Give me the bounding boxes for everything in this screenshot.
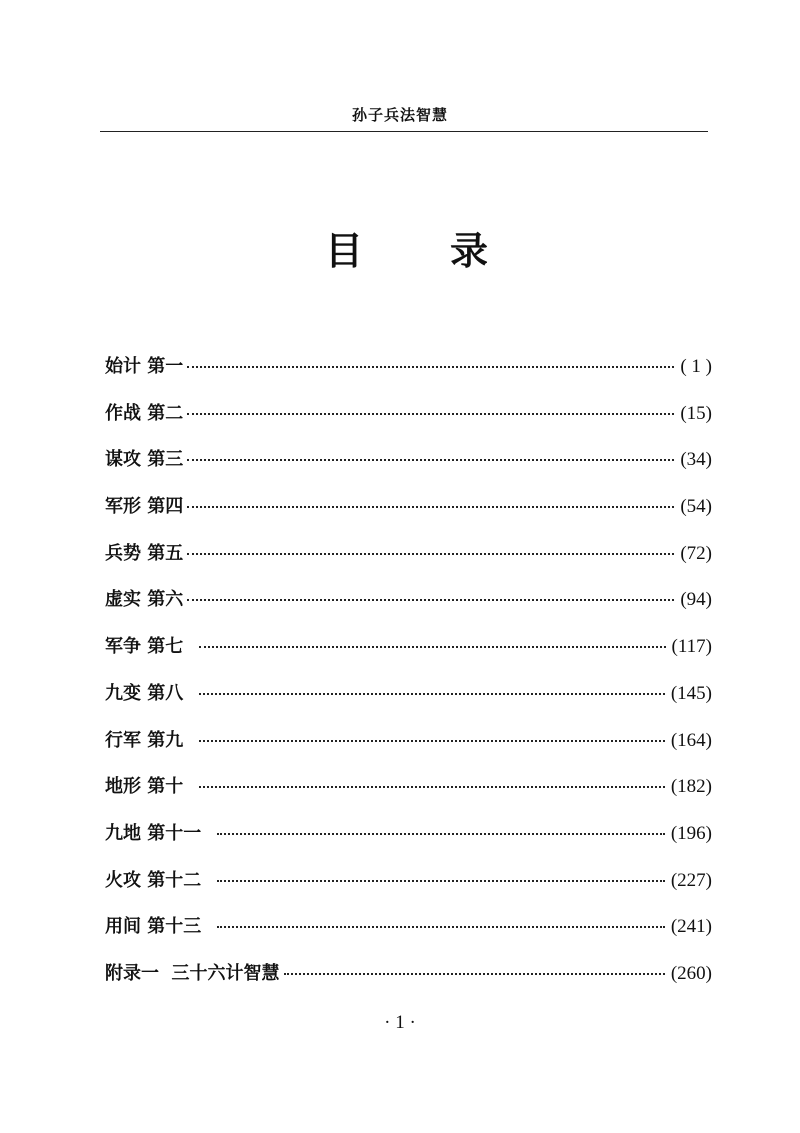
toc-dot-leader — [187, 599, 674, 601]
toc-entry-page: (117) — [671, 636, 712, 658]
toc-entry-page: (164) — [670, 729, 712, 751]
toc-entry-title: 九变 第八 — [105, 682, 184, 704]
toc-entry[interactable] — [105, 632, 712, 679]
toc-entry[interactable] — [105, 539, 712, 586]
toc-entry-page: (15) — [680, 402, 712, 424]
toc-dot-leader — [199, 786, 665, 788]
toc-entry-page: (145) — [670, 682, 712, 704]
header-rule — [100, 131, 708, 132]
toc-entry[interactable] — [105, 912, 712, 959]
toc-dot-leader — [217, 926, 665, 928]
toc-title-char-2: 录 — [450, 228, 489, 273]
toc-entry-title: 兵势 第五 — [105, 542, 184, 564]
toc-entry-title: 谋攻 第三 — [105, 449, 184, 471]
toc-entry[interactable] — [105, 726, 712, 773]
toc-title-char-1: 目 — [325, 228, 364, 273]
toc-entry-title: 军争 第七 — [105, 636, 184, 658]
toc-dot-leader — [217, 880, 665, 882]
toc-entry-title: 军形 第四 — [105, 496, 184, 518]
toc-entry[interactable] — [105, 959, 712, 1006]
toc-entry[interactable] — [105, 445, 712, 492]
toc-dot-leader — [199, 693, 665, 695]
toc-entry-title: 地形 第十 — [105, 776, 184, 798]
toc-dot-leader — [187, 506, 674, 508]
toc-entry-page: (241) — [670, 916, 712, 938]
toc-entry-title: 行军 第九 — [105, 729, 184, 751]
toc-entry[interactable] — [105, 399, 712, 446]
toc-dot-leader — [217, 833, 665, 835]
toc-entry-page: (72) — [680, 542, 712, 564]
toc-entry-page: (196) — [670, 822, 712, 844]
toc-entry[interactable] — [105, 352, 712, 399]
table-of-contents — [105, 352, 712, 1006]
toc-entry[interactable] — [105, 492, 712, 539]
toc-entry-page: (182) — [670, 776, 712, 798]
toc-entry-title: 火攻 第十二 — [105, 869, 202, 891]
toc-dot-leader — [187, 459, 674, 461]
toc-entry[interactable] — [105, 679, 712, 726]
page-number: · 1 · — [384, 1012, 416, 1033]
running-header: 孙子兵法智慧 — [351, 106, 448, 124]
toc-dot-leader — [187, 366, 674, 368]
toc-entry-page: (34) — [680, 449, 712, 471]
toc-entry-title: 始计 第一 — [105, 356, 184, 377]
toc-entry[interactable] — [105, 819, 712, 866]
toc-entry-title: 虚实 第六 — [105, 589, 184, 611]
toc-dot-leader — [187, 413, 674, 415]
toc-entry[interactable] — [105, 585, 712, 632]
toc-entry-page: (94) — [680, 589, 712, 611]
toc-entry[interactable] — [105, 866, 712, 913]
toc-entry-page: ( 1 ) — [680, 356, 712, 377]
toc-entry-title: 九地 第十一 — [105, 822, 202, 844]
toc-dot-leader — [199, 740, 665, 742]
toc-entry[interactable] — [105, 772, 712, 819]
toc-entry-page: (260) — [670, 962, 712, 984]
toc-entry-title: 用间 第十三 — [105, 916, 202, 938]
toc-dot-leader — [187, 553, 674, 555]
toc-dot-leader — [284, 973, 665, 975]
toc-entry-title: 作战 第二 — [105, 402, 184, 424]
toc-entry-title: 附录一 三十六计智慧 — [105, 962, 280, 984]
toc-dot-leader — [199, 646, 665, 648]
toc-entry-page: (227) — [670, 869, 712, 891]
toc-entry-page: (54) — [680, 496, 712, 518]
